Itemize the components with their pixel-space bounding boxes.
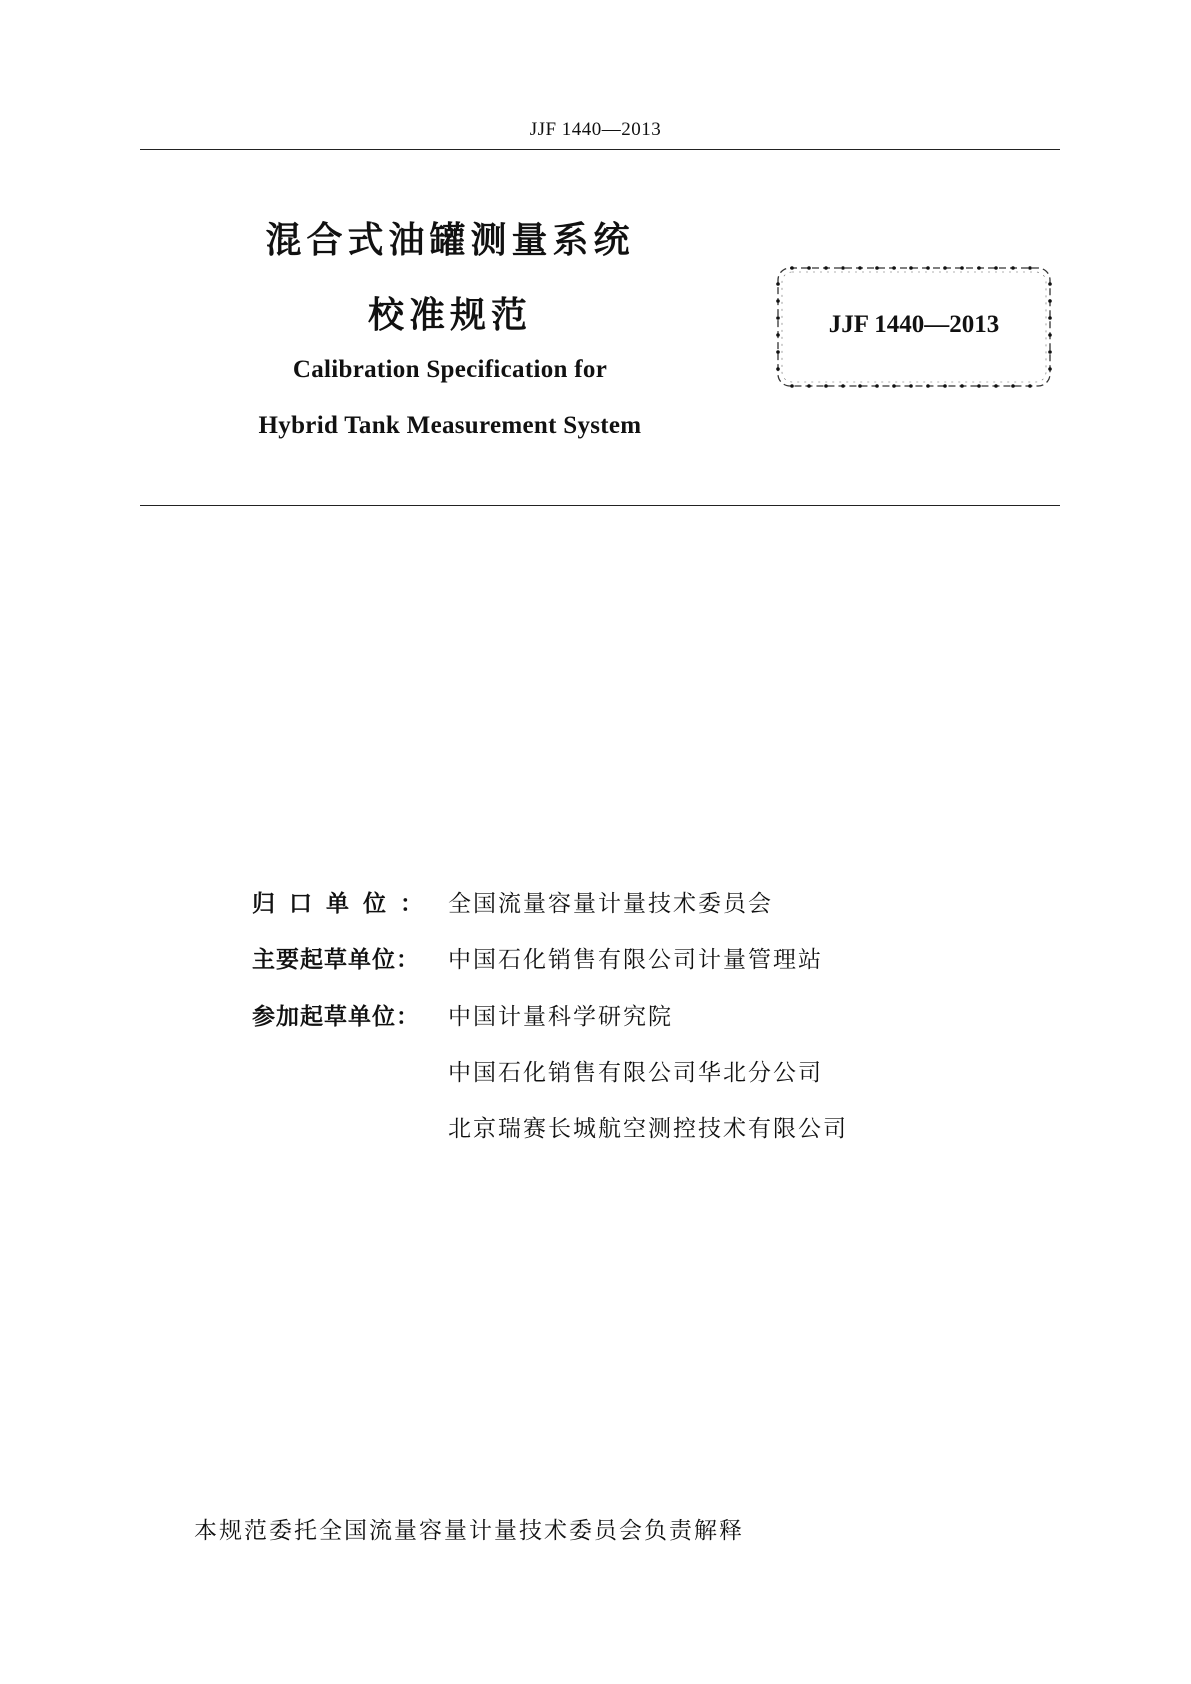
title-english-line-2: Hybrid Tank Measurement System — [258, 412, 642, 439]
header-rule — [140, 149, 1060, 150]
border-dot — [926, 266, 930, 270]
border-dot — [841, 384, 845, 388]
participating-drafter-row — [448, 1114, 848, 1144]
main-drafter-value: 中国石化销售有限公司计量管理站 — [448, 947, 823, 973]
border-dot — [858, 266, 862, 270]
responsible-unit-value: 全国流量容量计量技术委员会 — [448, 891, 773, 917]
participating-drafter-label: 参加起草单位： — [252, 1004, 420, 1030]
border-dot — [994, 384, 998, 388]
title-english-line-1: Calibration Specification for — [292, 356, 608, 383]
border-dot — [1028, 266, 1032, 270]
border-dot — [909, 384, 913, 388]
participating-drafter-value: 北京瑞赛长城航空测控技术有限公司 — [448, 1116, 848, 1142]
main-drafter-label: 主要起草单位： — [252, 947, 420, 973]
running-header-code: JJF 1440—2013 — [529, 119, 662, 140]
border-dot — [776, 299, 780, 303]
border-dot — [875, 384, 879, 388]
title-chinese-line-1: 混合式油罐测量系统 — [265, 220, 635, 261]
border-dot — [824, 266, 828, 270]
border-dot — [943, 266, 947, 270]
standard-code-box — [774, 264, 1054, 390]
border-dot — [1011, 266, 1015, 270]
border-dot — [1011, 384, 1015, 388]
border-dot — [790, 266, 794, 270]
border-dot — [1048, 282, 1052, 286]
border-dot — [943, 384, 947, 388]
border-dot — [926, 384, 930, 388]
border-dot — [776, 367, 780, 371]
border-dot — [994, 266, 998, 270]
border-dot — [858, 384, 862, 388]
title-chinese-line-2: 校准规范 — [367, 295, 532, 336]
border-dot — [875, 266, 879, 270]
border-dot — [1028, 384, 1032, 388]
border-dot — [892, 384, 896, 388]
border-dot — [1048, 367, 1052, 371]
responsible-unit-row — [252, 889, 773, 919]
border-dot — [892, 266, 896, 270]
participating-drafter-row — [252, 1002, 673, 1032]
standard-code-text: JJF 1440—2013 — [828, 311, 1000, 338]
participating-drafter-value: 中国计量科学研究院 — [448, 1004, 673, 1030]
interpretation-note: 本规范委托全国流量容量计量技术委员会负责解释 — [194, 1518, 744, 1544]
main-drafter-row — [252, 945, 823, 975]
responsible-unit-label: 归口单位： — [252, 891, 437, 917]
border-dot — [1048, 299, 1052, 303]
border-dot — [776, 350, 780, 354]
title-rule — [140, 505, 1060, 506]
border-dot — [977, 384, 981, 388]
border-dot — [824, 384, 828, 388]
border-dot — [960, 266, 964, 270]
border-dot — [1048, 350, 1052, 354]
participating-drafter-row — [448, 1058, 823, 1088]
border-dot — [977, 266, 981, 270]
border-dot — [807, 384, 811, 388]
border-dot — [841, 266, 845, 270]
border-dot — [807, 266, 811, 270]
border-dot — [790, 384, 794, 388]
border-dot — [960, 384, 964, 388]
border-dot — [909, 266, 913, 270]
participating-drafter-value: 中国石化销售有限公司华北分公司 — [448, 1060, 823, 1086]
border-dot — [776, 282, 780, 286]
